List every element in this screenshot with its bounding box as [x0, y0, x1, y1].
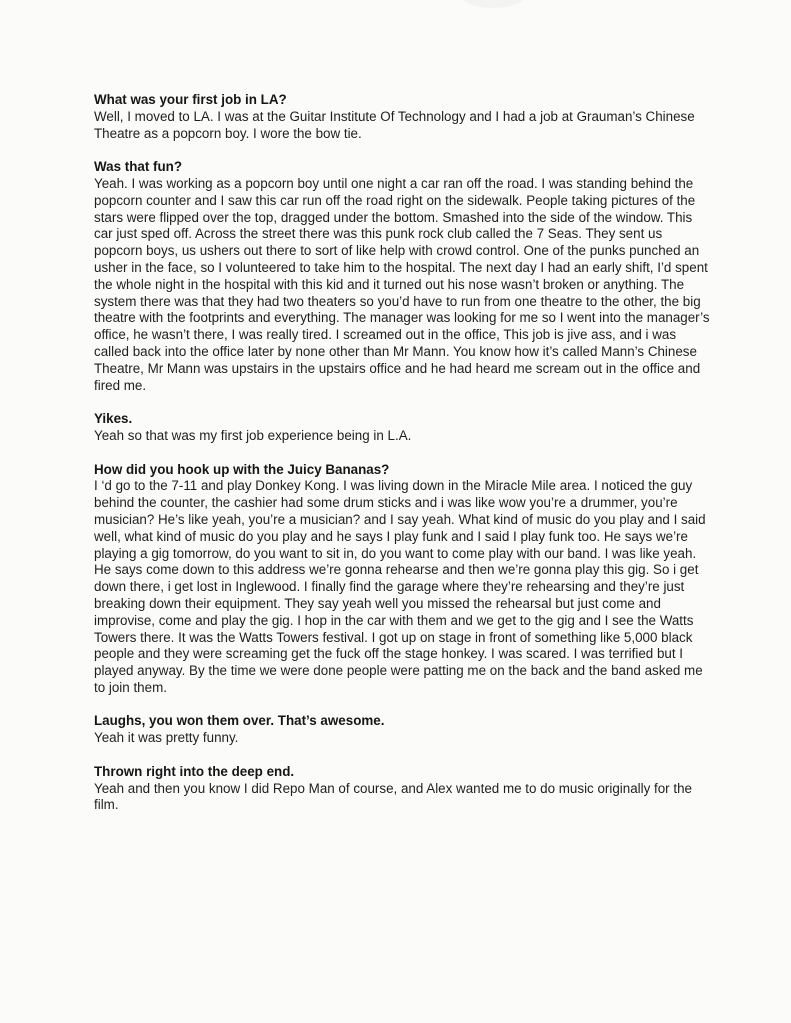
qa-block [94, 764, 714, 814]
question-text: Laughs, you won them over. That’s awesome. [94, 713, 385, 729]
answer-text: Yeah so that was my first job experience being in L.A. [94, 427, 412, 443]
interview-page [94, 92, 714, 831]
qa-block [94, 92, 714, 142]
question-text: Was that fun? [94, 159, 183, 175]
answer-text: Yeah it was pretty funny. [94, 730, 239, 746]
qa-block [94, 411, 714, 445]
question-text: How did you hook up with the Juicy Bananas? [94, 461, 390, 477]
answer-text: I ‘d go to the 7-11 and play Donkey Kong. I was living down in the Miracle Mile area. I noticed the guy behind the counter, the cashier had some drum sticks and i was like wow you’re a drummer, you’re musician? He’s like yeah, you’re a musician? and I say yeah. What kind of music do you play and I said well, what kind of music do you play and he says I play funk and I said I play funk too. He says we’re playing a gig tomorrow, do you want to sit in, do you want to come play with our band. I was like yeah. He says come down to this address we’re gonna rehearse and then we’re gonna play this gig. So i get down there, i get lost in Inglewood. I finally find the garage where they’re rehearsing and they’re just breaking down their equipment. They say yeah well you missed the rehearsal but just come and improvise, come and play the gig. I hop in the car with them and we get to the gig and I see the Watts Towers there. It was the Watts Towers festival. I got up on stage in front of something like 5,000 black people and they were screaming get the fuck off the stage honkey. I was scared. I was terrified but I played anyway. By the time we were done people were patting me on the back and the band asked me to join them. [94, 478, 706, 695]
answer-text: Yeah. I was working as a popcorn boy until one night a car ran off the road. I was standing behind the popcorn counter and I saw this car run off the road right on the sidewalk. People taking pictures of the stars were flipped over the top, dragged under the bottom. Smashed into the side of the window. This car just sped off. Across the street there was this punk rock club called the 7 Seas. They sent us popcorn boys, us ushers out there to sort of like help with crowd control. One of the punks punched an usher in the face, so I volunteered to take him to the hospital. The next day I had an early shift, I’d spent the whole night in the hospital with this kid and it turned out his nose wasn’t broken or anything. The system there was that they had two theaters so you’d have to run from one theatre to the other, the big theatre with the footprints and everything. The manager was looking for me so I went into the manager’s office, he wasn’t there, I was really tired. I screamed out in the office, This job is jive ass, and i was called back into the office later by none other than Mr Mann. You know how it’s called Mann’s Chinese Theatre, Mr Mann was upstairs in the upstairs office and he had heard me scream out in the office and fired me. [94, 175, 710, 393]
qa-block [94, 713, 714, 747]
question-text: What was your first job in LA? [94, 92, 287, 107]
answer-text: Well, I moved to LA. I was at the Guitar Institute Of Technology and I had a job at Grauman’s Chinese Theatre as a popcorn boy. I wore the bow tie. [94, 108, 695, 141]
answer-text: Yeah and then you know I did Repo Man of course, and Alex wanted me to do music originally for the film. [94, 780, 692, 813]
question-text: Yikes. [94, 411, 133, 427]
question-text: Thrown right into the deep end. [94, 763, 295, 779]
qa-block [94, 159, 714, 394]
paper-smudge [462, 0, 524, 8]
qa-block [94, 462, 714, 697]
